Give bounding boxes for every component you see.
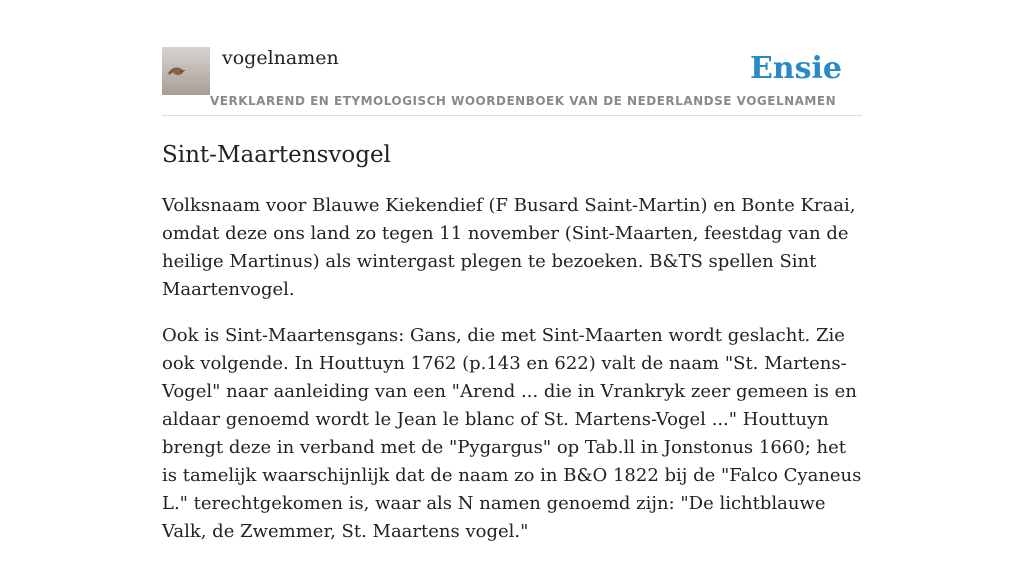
site-subtitle: VERKLAREND EN ETYMOLOGISCH WOORDENBOEK VAN DE NEDERLANDSE VOGELNAMEN: [210, 94, 837, 108]
header-divider: [162, 115, 862, 116]
site-name[interactable]: vogelnamen: [222, 47, 339, 69]
brand-logo[interactable]: Ensie: [749, 51, 842, 86]
entry-body: [162, 192, 862, 564]
bird-photo-icon: [162, 47, 210, 95]
entry-title: Sint-Maartensvogel: [162, 142, 391, 168]
entry-paragraph: Volksnaam voor Blauwe Kiekendief (F Busard Saint-Martin) en Bonte Kraai, omdat deze ons land zo tegen 11 november (Sint-Maarten, feestdag van de heilige Martinus) als wintergast plegen te bezoeken. B&TS spellen Sint Maartenvogel.: [162, 195, 856, 300]
avatar[interactable]: [162, 47, 210, 95]
entry-paragraph: Ook is Sint-Maartensgans: Gans, die met Sint-Maarten wordt geslacht. Zie ook volgende. In Houttuyn 1762 (p.143 en 622) valt de naam "St. Martens-Vogel" naar aanleiding van een "Arend ... die in Vrankryk zeer gemeen is en aldaar genoemd wordt le Jean le blanc of St. Martens-Vogel ..." Houttuyn brengt deze in verband met de "Pygargus" op Tab.ll in Jonstonus 1660; het is tamelijk waarschijnlijk dat de naam zo in B&O 1822 bij de "Falco Cyaneus L." terechtgekomen is, waar als N namen genoemd zijn: "De lichtblauwe Valk, de Zwemmer, St. Maartens vogel.": [162, 325, 862, 542]
